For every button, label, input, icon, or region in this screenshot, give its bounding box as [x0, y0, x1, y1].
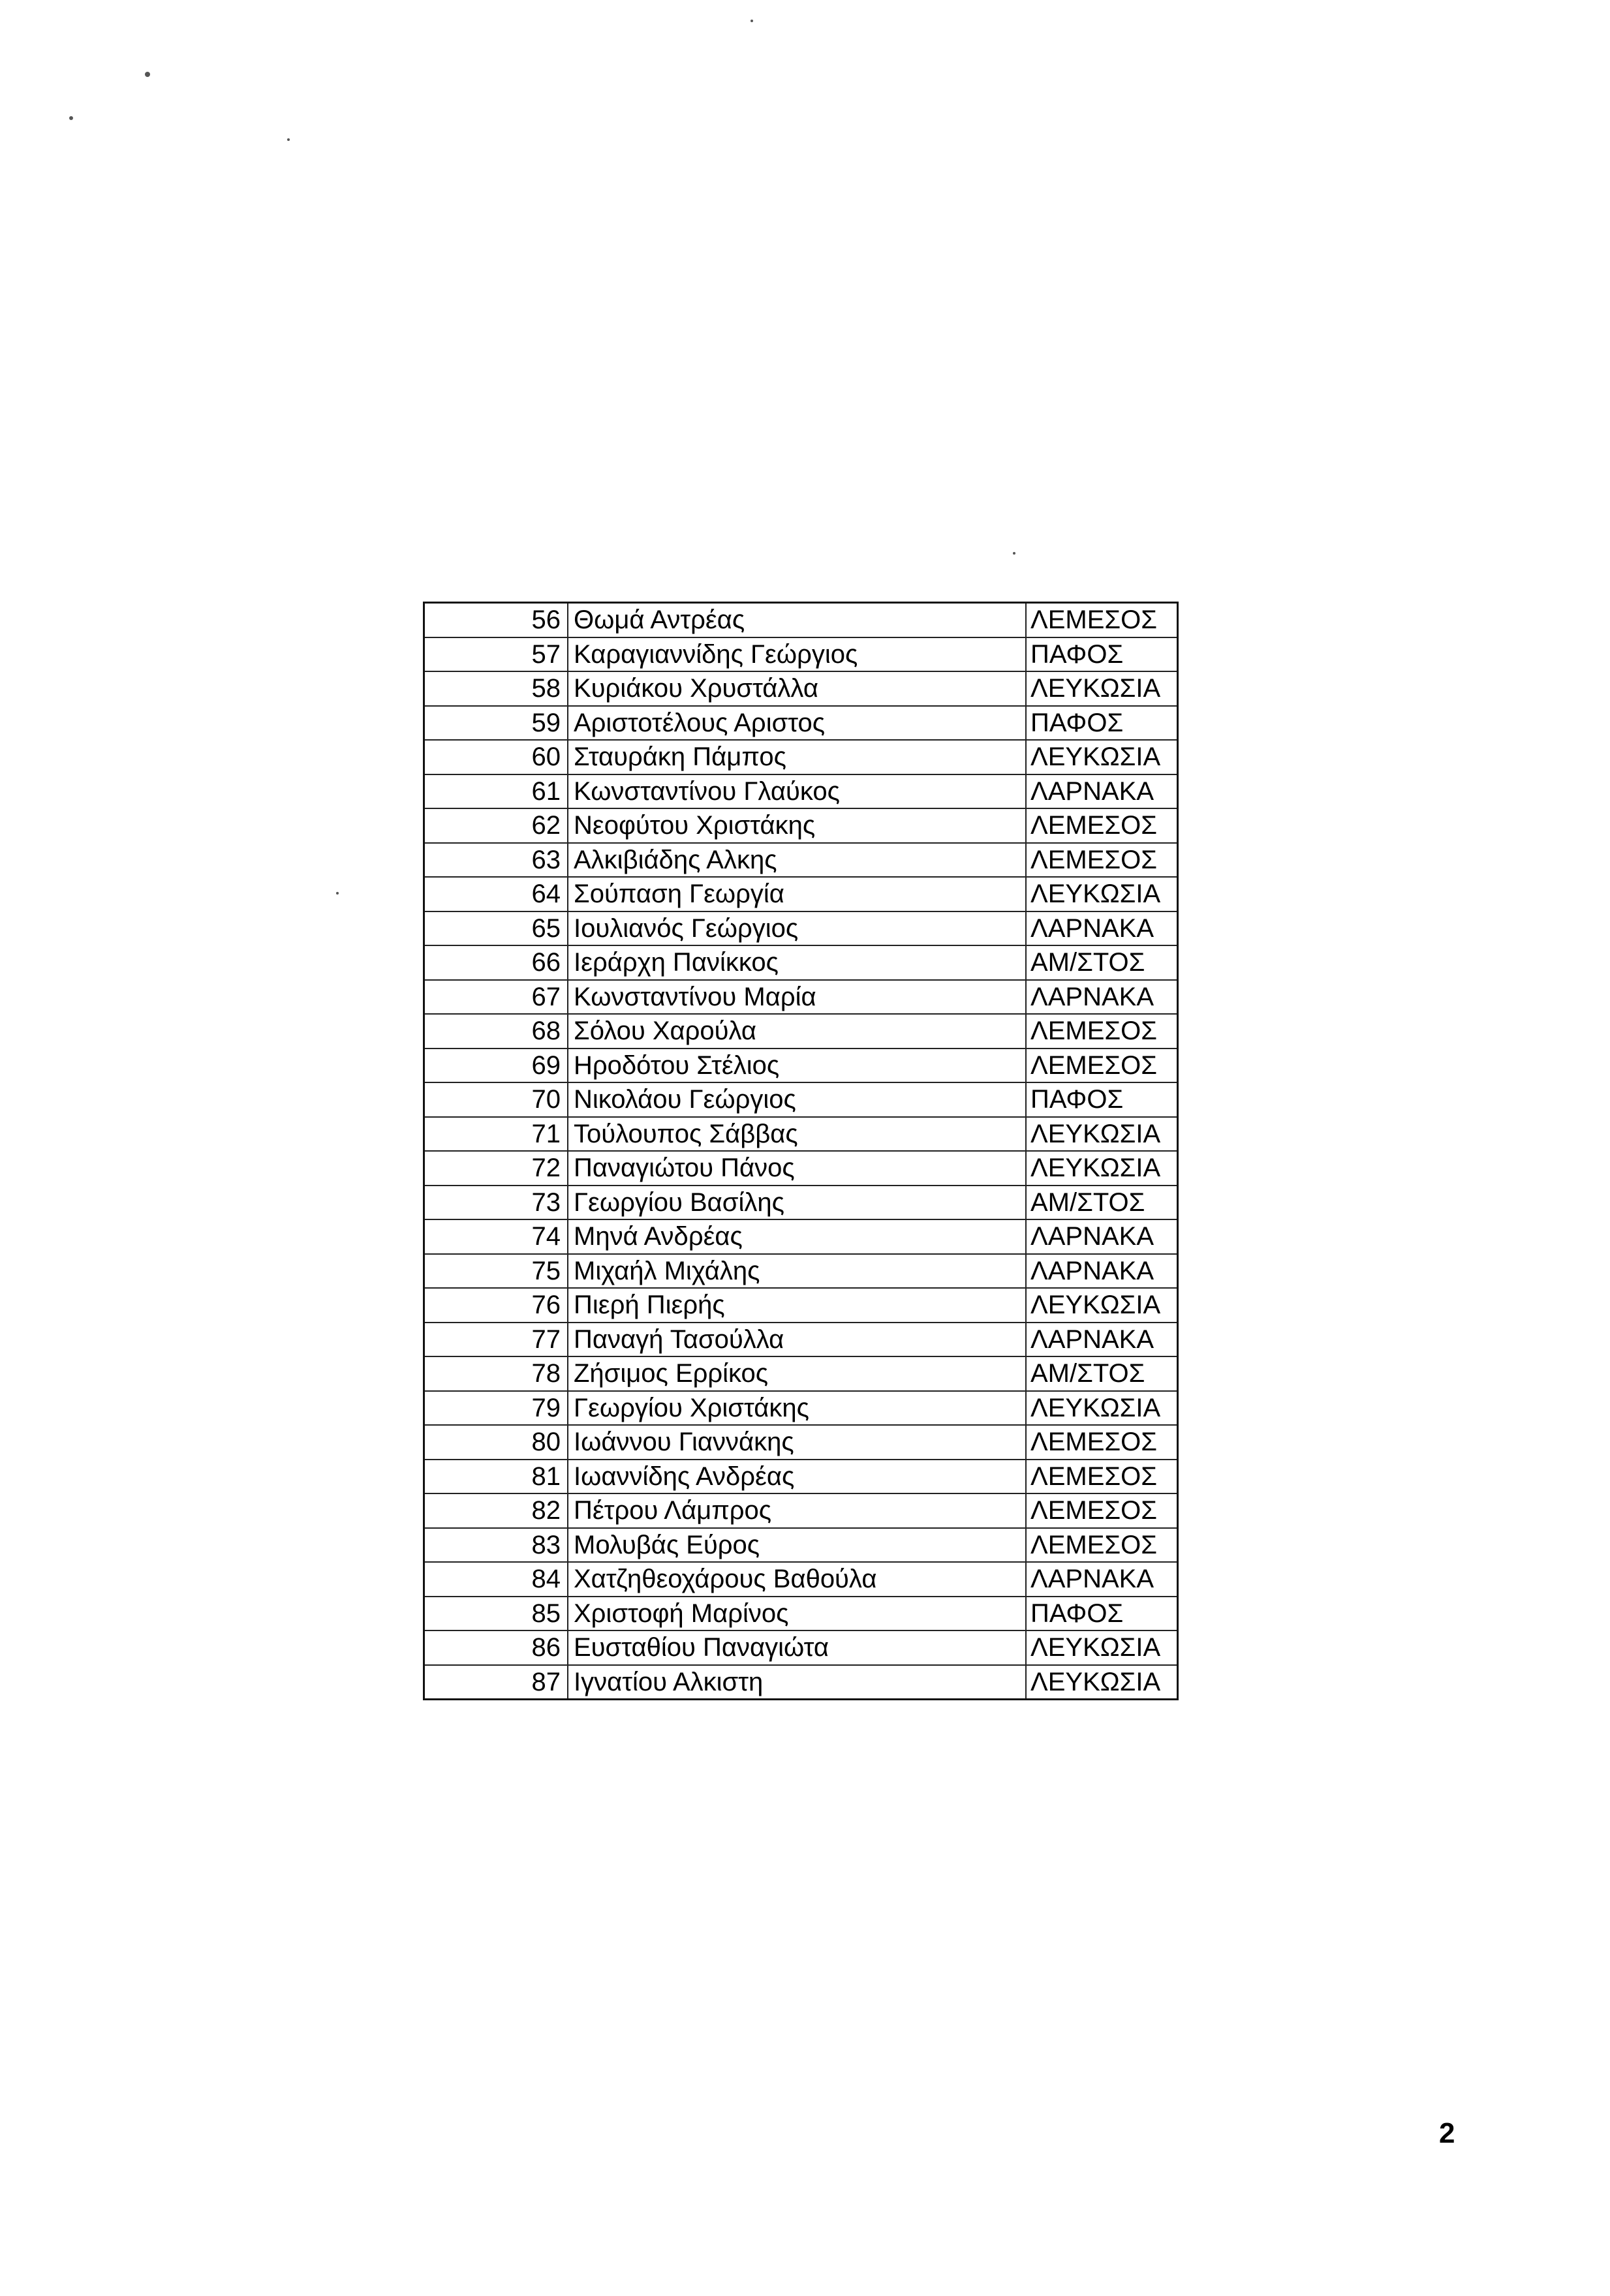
row-number: 65: [424, 911, 568, 946]
table-row: [424, 740, 1178, 774]
city-name: ΛΕΜΕΣΟΣ: [1026, 1425, 1178, 1460]
city-name: ΛΕΥΚΩΣΙΑ: [1026, 1151, 1178, 1186]
person-name: Σούπαση Γεωργία: [568, 877, 1026, 911]
table-row: [424, 945, 1178, 980]
person-name: Μιχαήλ Μιχάλης: [568, 1254, 1026, 1289]
city-name: ΛΕΥΚΩΣΙΑ: [1026, 1630, 1178, 1665]
row-number: 81: [424, 1460, 568, 1494]
city-name: ΛΕΥΚΩΣΙΑ: [1026, 1288, 1178, 1323]
row-number: 82: [424, 1493, 568, 1528]
row-number: 66: [424, 945, 568, 980]
table-row: [424, 1425, 1178, 1460]
person-name: Κωνσταντίνου Γλαύκος: [568, 774, 1026, 809]
table-row: [424, 980, 1178, 1015]
table-row: [424, 1288, 1178, 1323]
city-name: ΛΕΜΕΣΟΣ: [1026, 1528, 1178, 1563]
table-row: [424, 1460, 1178, 1494]
row-number: 69: [424, 1049, 568, 1083]
scan-speck: [751, 20, 753, 22]
row-number: 84: [424, 1562, 568, 1597]
table-row: [424, 1630, 1178, 1665]
roster-table: [423, 602, 1179, 1700]
city-name: ΛΕΥΚΩΣΙΑ: [1026, 1117, 1178, 1152]
page-number: 2: [1439, 2117, 1455, 2149]
table-row: [424, 1562, 1178, 1597]
city-name: ΛΑΡΝΑΚΑ: [1026, 911, 1178, 946]
city-name: ΛΕΜΕΣΟΣ: [1026, 1493, 1178, 1528]
person-name: Σόλου Χαρούλα: [568, 1014, 1026, 1049]
city-name: ΛΑΡΝΑΚΑ: [1026, 1562, 1178, 1597]
row-number: 70: [424, 1082, 568, 1117]
table-row: [424, 1254, 1178, 1289]
row-number: 72: [424, 1151, 568, 1186]
person-name: Ιωάννου Γιαννάκης: [568, 1425, 1026, 1460]
city-name: ΛΕΥΚΩΣΙΑ: [1026, 877, 1178, 911]
row-number: 78: [424, 1356, 568, 1391]
table-row: [424, 1082, 1178, 1117]
city-name: ΑΜ/ΣΤΟΣ: [1026, 1186, 1178, 1220]
row-number: 60: [424, 740, 568, 774]
row-number: 59: [424, 706, 568, 741]
scan-speck: [69, 116, 73, 120]
scan-speck: [145, 72, 150, 77]
city-name: ΛΕΥΚΩΣΙΑ: [1026, 1665, 1178, 1700]
table-row: [424, 1186, 1178, 1220]
row-number: 86: [424, 1630, 568, 1665]
city-name: ΛΕΜΕΣΟΣ: [1026, 1014, 1178, 1049]
person-name: Τούλουπος Σάββας: [568, 1117, 1026, 1152]
table-row: [424, 808, 1178, 843]
row-number: 80: [424, 1425, 568, 1460]
person-name: Χριστοφή Μαρίνος: [568, 1597, 1026, 1631]
city-name: ΛΕΥΚΩΣΙΑ: [1026, 740, 1178, 774]
city-name: ΠΑΦΟΣ: [1026, 1082, 1178, 1117]
roster-table-container: [423, 602, 1179, 1700]
row-number: 67: [424, 980, 568, 1015]
scan-speck: [336, 892, 339, 895]
city-name: ΛΑΡΝΑΚΑ: [1026, 774, 1178, 809]
roster-table-body: [424, 603, 1178, 1700]
scan-speck: [1013, 552, 1015, 555]
city-name: ΑΜ/ΣΤΟΣ: [1026, 1356, 1178, 1391]
row-number: 74: [424, 1219, 568, 1254]
row-number: 71: [424, 1117, 568, 1152]
row-number: 57: [424, 637, 568, 672]
table-row: [424, 603, 1178, 637]
person-name: Κωνσταντίνου Μαρία: [568, 980, 1026, 1015]
person-name: Γεωργίου Χριστάκης: [568, 1391, 1026, 1426]
row-number: 77: [424, 1323, 568, 1357]
table-row: [424, 1493, 1178, 1528]
person-name: Μηνά Ανδρέας: [568, 1219, 1026, 1254]
row-number: 56: [424, 603, 568, 637]
row-number: 64: [424, 877, 568, 911]
person-name: Ευσταθίου Παναγιώτα: [568, 1630, 1026, 1665]
table-row: [424, 1528, 1178, 1563]
row-number: 75: [424, 1254, 568, 1289]
table-row: [424, 1323, 1178, 1357]
person-name: Νικολάου Γεώργιος: [568, 1082, 1026, 1117]
city-name: ΛΕΜΕΣΟΣ: [1026, 843, 1178, 878]
person-name: Παναγή Τασούλλα: [568, 1323, 1026, 1357]
row-number: 87: [424, 1665, 568, 1700]
person-name: Καραγιαννίδης Γεώργιος: [568, 637, 1026, 672]
city-name: ΠΑΦΟΣ: [1026, 706, 1178, 741]
person-name: Ηροδότου Στέλιος: [568, 1049, 1026, 1083]
city-name: ΠΑΦΟΣ: [1026, 1597, 1178, 1631]
table-row: [424, 1391, 1178, 1426]
person-name: Αλκιβιάδης Αλκης: [568, 843, 1026, 878]
person-name: Ιωαννίδης Ανδρέας: [568, 1460, 1026, 1494]
city-name: ΛΕΜΕΣΟΣ: [1026, 1460, 1178, 1494]
row-number: 68: [424, 1014, 568, 1049]
table-row: [424, 911, 1178, 946]
table-row: [424, 877, 1178, 911]
row-number: 79: [424, 1391, 568, 1426]
row-number: 61: [424, 774, 568, 809]
person-name: Γεωργίου Βασίλης: [568, 1186, 1026, 1220]
table-row: [424, 1665, 1178, 1700]
person-name: Ιγνατίου Αλκιστη: [568, 1665, 1026, 1700]
person-name: Παναγιώτου Πάνος: [568, 1151, 1026, 1186]
city-name: ΛΑΡΝΑΚΑ: [1026, 980, 1178, 1015]
table-row: [424, 1597, 1178, 1631]
table-row: [424, 637, 1178, 672]
row-number: 85: [424, 1597, 568, 1631]
row-number: 62: [424, 808, 568, 843]
row-number: 73: [424, 1186, 568, 1220]
person-name: Θωμά Αντρέας: [568, 603, 1026, 637]
city-name: ΛΕΥΚΩΣΙΑ: [1026, 1391, 1178, 1426]
city-name: ΠΑΦΟΣ: [1026, 637, 1178, 672]
city-name: ΛΑΡΝΑΚΑ: [1026, 1219, 1178, 1254]
table-row: [424, 706, 1178, 741]
table-row: [424, 1117, 1178, 1152]
scan-speck: [287, 138, 290, 141]
person-name: Ιεράρχη Πανίκκος: [568, 945, 1026, 980]
person-name: Νεοφύτου Χριστάκης: [568, 808, 1026, 843]
row-number: 63: [424, 843, 568, 878]
person-name: Μολυβάς Εύρος: [568, 1528, 1026, 1563]
table-row: [424, 1219, 1178, 1254]
row-number: 76: [424, 1288, 568, 1323]
city-name: ΛΑΡΝΑΚΑ: [1026, 1254, 1178, 1289]
person-name: Ιουλιανός Γεώργιος: [568, 911, 1026, 946]
city-name: ΛΕΜΕΣΟΣ: [1026, 808, 1178, 843]
person-name: Πιερή Πιερής: [568, 1288, 1026, 1323]
city-name: ΛΕΜΕΣΟΣ: [1026, 1049, 1178, 1083]
table-row: [424, 1151, 1178, 1186]
table-row: [424, 1356, 1178, 1391]
person-name: Πέτρου Λάμπρος: [568, 1493, 1026, 1528]
city-name: ΛΑΡΝΑΚΑ: [1026, 1323, 1178, 1357]
person-name: Σταυράκη Πάμπος: [568, 740, 1026, 774]
table-row: [424, 1014, 1178, 1049]
table-row: [424, 843, 1178, 878]
row-number: 58: [424, 671, 568, 706]
person-name: Χατζηθεοχάρους Βαθούλα: [568, 1562, 1026, 1597]
person-name: Αριστοτέλους Αριστος: [568, 706, 1026, 741]
city-name: ΛΕΜΕΣΟΣ: [1026, 603, 1178, 637]
table-row: [424, 671, 1178, 706]
city-name: ΛΕΥΚΩΣΙΑ: [1026, 671, 1178, 706]
row-number: 83: [424, 1528, 568, 1563]
table-row: [424, 774, 1178, 809]
table-row: [424, 1049, 1178, 1083]
city-name: ΑΜ/ΣΤΟΣ: [1026, 945, 1178, 980]
person-name: Ζήσιμος Ερρίκος: [568, 1356, 1026, 1391]
person-name: Κυριάκου Χρυστάλλα: [568, 671, 1026, 706]
